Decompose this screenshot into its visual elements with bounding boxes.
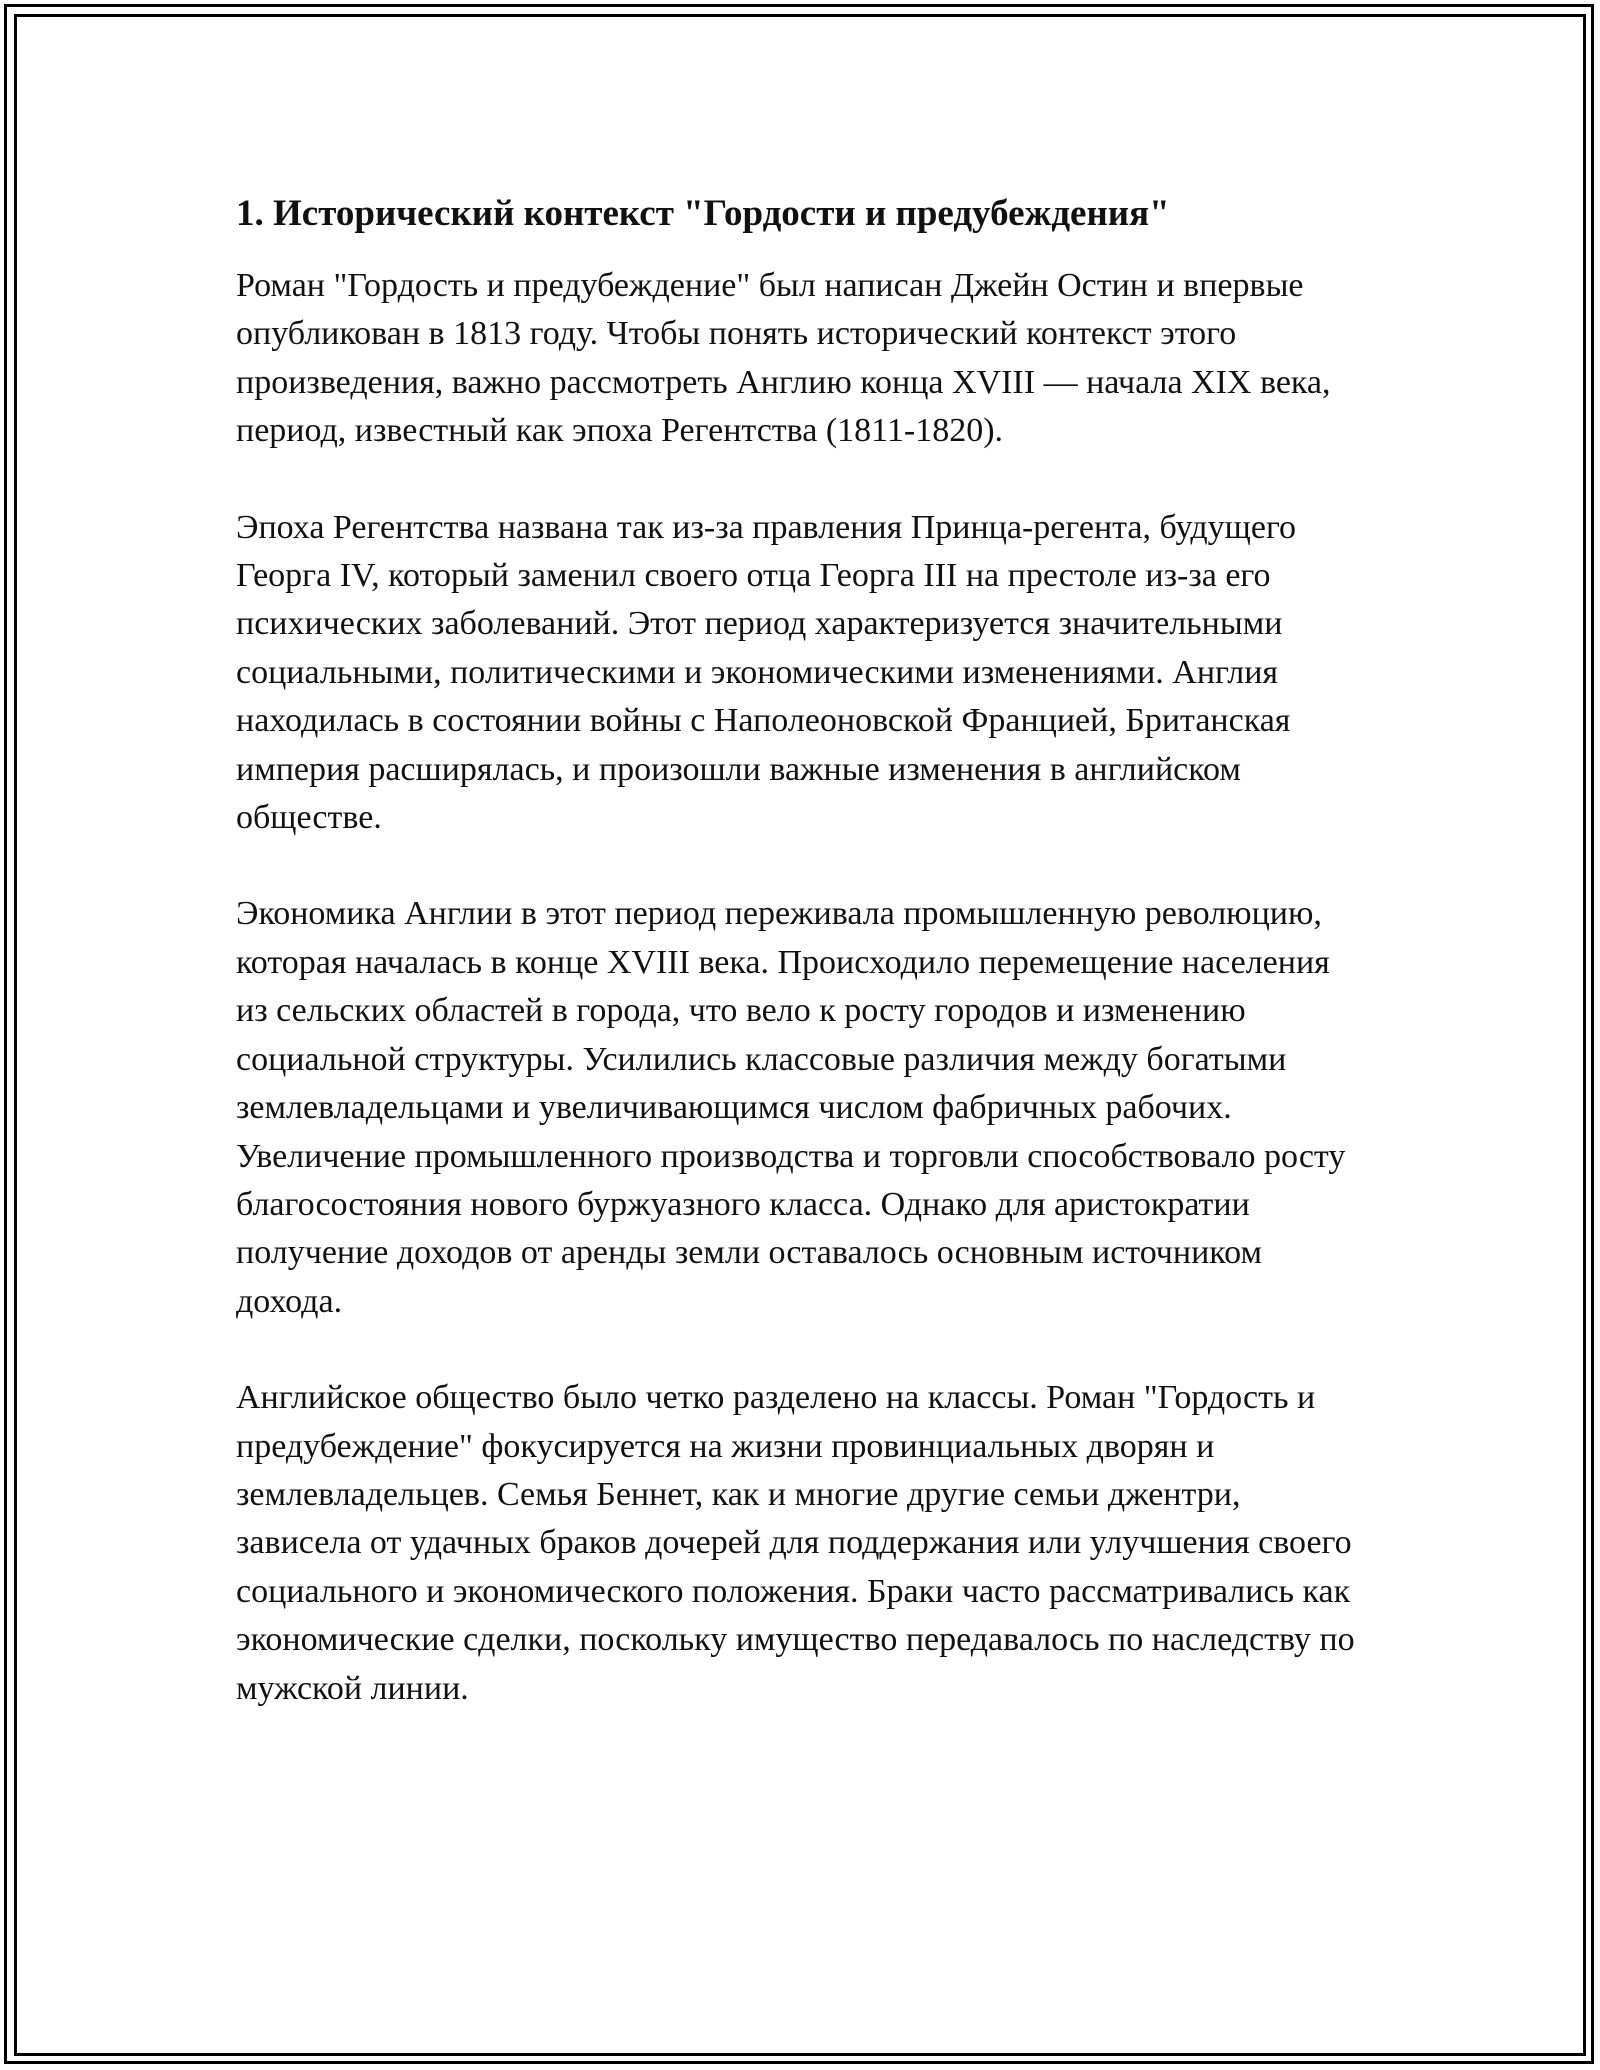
document-body	[236, 186, 1356, 1761]
paragraph-1: Роман "Гордость и предубеждение" был написан Джейн Остин и впервые опубликован в 1813 году. Чтобы понять исторический контекст этого произведения, важно рассмотреть Англию конца XVIII — начала XIX века, период, известный как эпоха Регентства (1811-1820).	[236, 267, 1331, 450]
paragraph-3: Экономика Англии в этот период переживала промышленную революцию, которая началась в конце XVIII века. Происходило перемещение населения из сельских областей в города, что вело к росту городов и изменению социальной структуры. Усилились классовые различия между богатыми землевладельцами и увеличивающимся числом фабричных рабочих. Увеличение промышленного производства и торговли способствовало росту благосостояния нового буржуазного класса. Однако для аристократии получение доходов от аренды земли оставалось основным источником дохода.	[236, 895, 1346, 1320]
paragraph-4: Английское общество было четко разделено на классы. Роман "Гордость и предубеждение" фокусируется на жизни провинциальных дворян и землевладельцев. Семья Беннет, как и многие другие семьи джентри, зависела от удачных браков дочерей для поддержания или улучшения своего социального и экономического положения. Браки часто рассматривались как экономические сделки, поскольку имущество передавалось по наследству по мужской линии.	[236, 1379, 1355, 1707]
paragraph-2: Эпоха Регентства названа так из-за правления Принца-регента, будущего Георга IV, который заменил своего отца Георга III на престоле из-за его психических заболеваний. Этот период характеризуется значительными социальными, политическими и экономическими изменениями. Англия находилась в состоянии войны с Наполеоновской Францией, Британская империя расширялась, и произошли важные изменения в английском обществе.	[236, 508, 1297, 837]
section-heading: 1. Исторический контекст "Гордости и предубеждения"	[236, 193, 1170, 234]
